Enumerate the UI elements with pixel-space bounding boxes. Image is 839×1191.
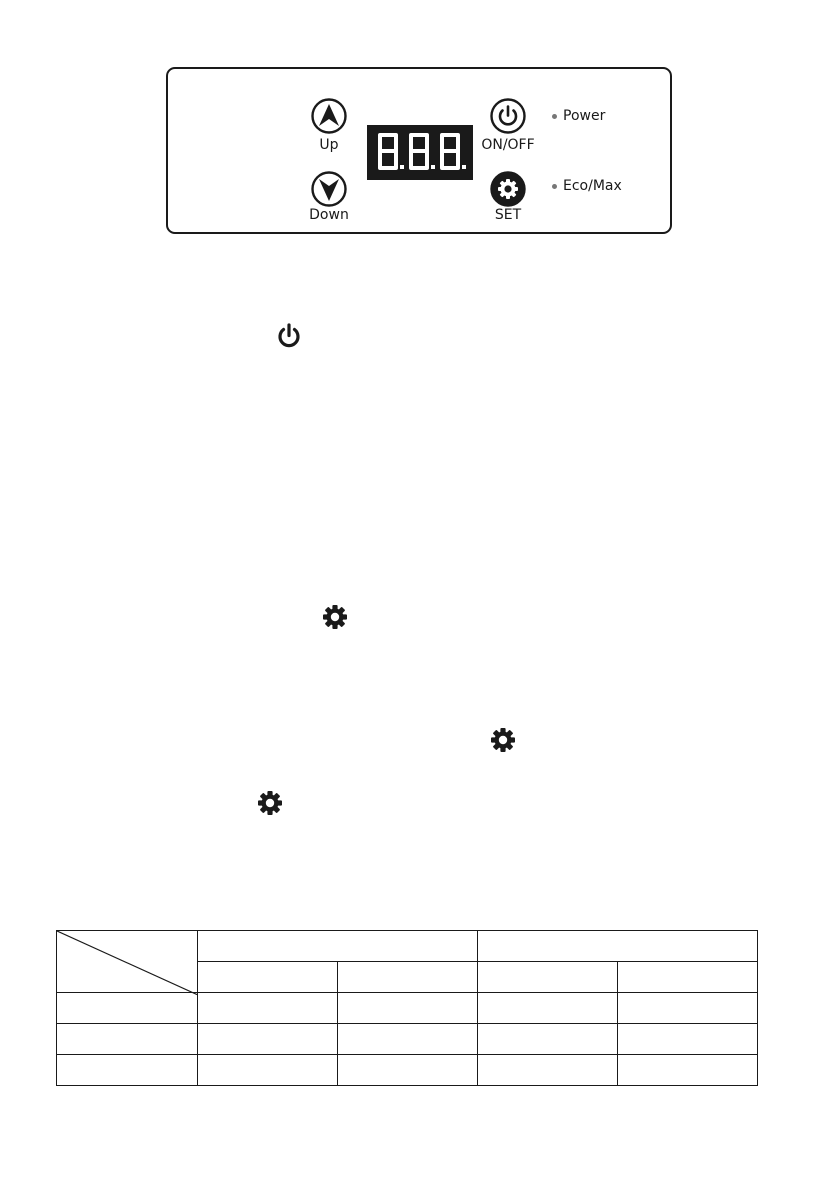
digital-display xyxy=(367,125,473,180)
display-digits xyxy=(367,125,473,180)
eco-max-indicator-label: Eco/Max xyxy=(563,178,622,194)
set-button[interactable] xyxy=(489,170,527,212)
table-cell xyxy=(198,1024,338,1055)
gear-icon xyxy=(490,727,516,753)
table-row xyxy=(57,993,758,1024)
settings-table xyxy=(56,930,758,1086)
table-cell xyxy=(478,1024,618,1055)
gear-icon xyxy=(257,790,283,816)
table-cell xyxy=(618,993,758,1024)
eco-max-indicator-light xyxy=(552,184,557,189)
table-header-row xyxy=(57,931,758,962)
table-subheader xyxy=(338,962,478,993)
table-row xyxy=(57,1055,758,1086)
gear-icon xyxy=(489,170,527,208)
up-label: Up xyxy=(319,137,339,153)
power-indicator-label: Power xyxy=(563,108,606,124)
table-header-group xyxy=(478,931,758,962)
table-subheader xyxy=(618,962,758,993)
table-cell xyxy=(338,1055,478,1086)
down-arrow-icon xyxy=(310,170,348,208)
table-cell xyxy=(198,993,338,1024)
table-cell xyxy=(478,993,618,1024)
table-subheader xyxy=(478,962,618,993)
table-header-group xyxy=(198,931,478,962)
up-arrow-icon xyxy=(310,97,348,135)
up-button[interactable] xyxy=(310,97,348,139)
power-icon xyxy=(276,322,302,350)
on-off-button[interactable] xyxy=(489,97,527,139)
set-label: SET xyxy=(494,207,522,223)
on-off-label: ON/OFF xyxy=(481,137,535,153)
power-icon xyxy=(489,97,527,135)
table-row xyxy=(57,1024,758,1055)
table-corner-cell xyxy=(57,931,198,993)
table-cell xyxy=(338,1024,478,1055)
table-cell xyxy=(57,993,198,1024)
power-indicator-light xyxy=(552,114,557,119)
table-cell xyxy=(198,1055,338,1086)
gear-icon xyxy=(322,604,348,630)
down-button[interactable] xyxy=(310,170,348,212)
table-cell xyxy=(478,1055,618,1086)
table-cell xyxy=(57,1055,198,1086)
table-cell xyxy=(57,1024,198,1055)
table-subheader xyxy=(198,962,338,993)
table-cell xyxy=(618,1024,758,1055)
table-cell xyxy=(618,1055,758,1086)
down-label: Down xyxy=(309,207,349,223)
diagonal-divider xyxy=(57,931,198,995)
table-cell xyxy=(338,993,478,1024)
